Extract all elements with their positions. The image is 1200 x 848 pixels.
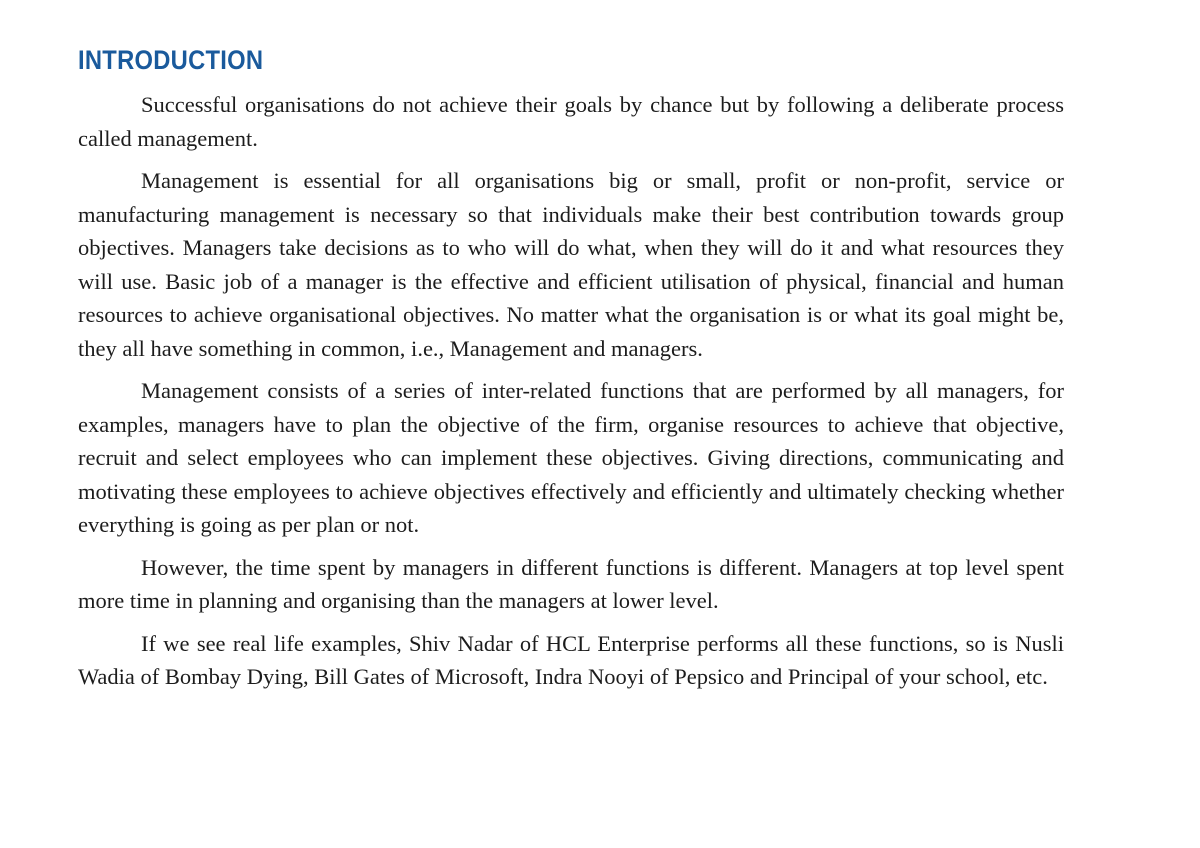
paragraph-4: However, the time spent by managers in different functions is different. Managers at top level spent more time in planning and organising than the managers at lower level. (78, 554, 1064, 613)
paragraph-5: If we see real life examples, Shiv Nadar of HCL Enterprise performs all these functions, so is Nusli Wadia of Bombay Dying, Bill Gates of Microsoft, Indra Nooyi of Pepsico and Principal of your school, etc. (78, 630, 1064, 689)
paragraph-3: Management consists of a series of inter-related functions that are performed by all managers, for examples, managers have to plan the objective of the firm, organise resources to achieve that objective, recruit and select employees who can implement these objectives. Giving directions, communicating and motivating these employees to achieve objectives effectively and efficiently and ultimately checking whether everything is going as per plan or not. (78, 378, 1064, 537)
paragraph-1: Successful organisations do not achieve their goals by chance but by following a deliberate process called management. (78, 92, 1064, 151)
section-heading: INTRODUCTION (78, 45, 264, 75)
document-page (78, 42, 1064, 703)
paragraph-2: Management is essential for all organisations big or small, profit or non-profit, service or manufacturing management is necessary so that individuals make their best contribution towards group objectives. Managers take decisions as to who will do what, when they will do it and what resources they will use. Basic job of a manager is the effective and efficient utilisation of physical, financial and human resources to achieve organisational objectives. No matter what the organisation is or what its goal might be, they all have something in common, i.e., Management and managers. (78, 168, 1064, 361)
